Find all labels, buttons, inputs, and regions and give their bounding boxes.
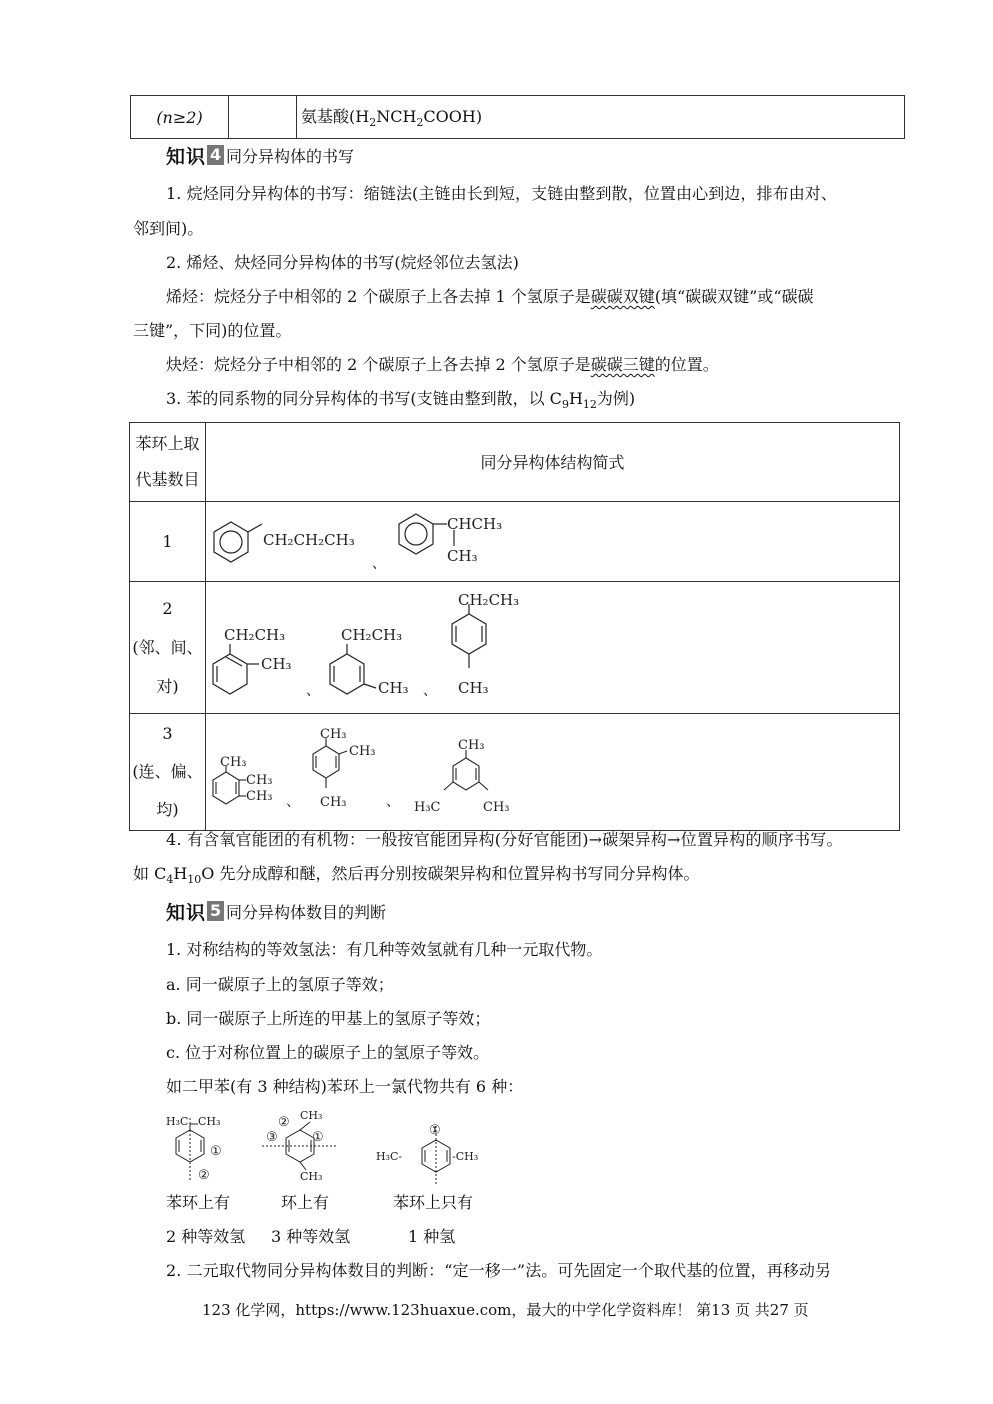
top-row-cell-2 xyxy=(229,96,297,139)
oxy-ch3: CH₃ xyxy=(198,1115,221,1128)
row-2-count: 2 (邻、间、 对) xyxy=(130,582,206,714)
answer-triple-bond: 碳碳三键 xyxy=(590,355,655,374)
mxy-ch3-top: CH₃ xyxy=(300,1109,323,1122)
meta-methyl: CH₃ xyxy=(378,679,409,697)
mxy-mark-3: ③ xyxy=(266,1130,278,1145)
unsym-trimethyl xyxy=(313,738,347,788)
para-6b: 如 $C_4H_{10}O$ 先分成醇和醚，然后再分别按碳架异构和位置异构书写同分异构体。 xyxy=(133,864,700,887)
meta-ethyl: CH₂CH₃ xyxy=(341,626,403,644)
sym-trimethyl xyxy=(444,750,488,790)
benzene-ring-isopropyl xyxy=(399,514,454,554)
section-5-title: 同分异构体数目的判断 xyxy=(226,902,387,922)
xylene-diagrams xyxy=(160,1104,520,1188)
para-qa: a. 同一碳原子上的氢原子等效； xyxy=(166,975,394,994)
caption-1b: 2 种等效氢 xyxy=(166,1227,246,1246)
vic-ch3-bot: CH₃ xyxy=(246,789,273,804)
para-4: 炔烃：烷烃分子中相邻的 2 个碳原子上各去掉 2 个氢原子是碳碳三键的位置。 xyxy=(166,355,719,374)
mxy-ch3-bot: CH₃ xyxy=(300,1170,323,1183)
top-row-cell-1: (n≥2) xyxy=(131,96,229,139)
row-3-structures xyxy=(206,714,900,831)
sym-h3c-left: H₃C xyxy=(414,800,441,815)
para-q1: 1. 对称结构的等效氢法：有几种等效氢就有几种一元取代物。 xyxy=(166,940,603,959)
ortho-structure xyxy=(213,644,259,694)
isopropyl-label: CHCH₃ xyxy=(447,515,503,533)
section-4-badge: 知识 xyxy=(166,145,207,168)
separator-3: 、 xyxy=(423,683,437,699)
caption-3a: 苯环上只有 xyxy=(393,1193,474,1212)
row-1-structures xyxy=(206,502,900,582)
separator-4: 、 xyxy=(286,794,300,810)
oxy-h3c: H₃C xyxy=(166,1115,189,1128)
isomer-table xyxy=(129,422,900,831)
para-3b: 三键”，下同)的位置。 xyxy=(133,321,292,340)
para-3a: 烯烃：烷烃分子中相邻的 2 个碳原子上各去掉 1 个氢原子是碳碳双键(填“碳碳双键”或“碳碳 xyxy=(166,287,814,306)
pxy-mark-1: ① xyxy=(429,1123,441,1138)
separator-2: 、 xyxy=(306,683,320,699)
unsym-ch3-top: CH₃ xyxy=(320,727,347,742)
section-5-heading xyxy=(166,898,386,924)
header-cell-formula: 同分异构体结构简式 xyxy=(206,423,900,502)
para-qd: 如二甲苯(有 3 种结构)苯环上一氯代物共有 6 种： xyxy=(166,1077,524,1096)
caption-1a: 苯环上有 xyxy=(166,1193,231,1212)
vicinal-trimethyl xyxy=(213,766,246,804)
row-2-structures xyxy=(206,582,900,714)
section-4-title: 同分异构体的书写 xyxy=(226,146,355,166)
para-q2: 2. 二元取代物同分异构体数目的判断：“定一移一”法。可先固定一个取代基的位置，再移动另 xyxy=(166,1261,832,1280)
top-table xyxy=(130,95,905,139)
separator-5: 、 xyxy=(386,794,400,810)
para-ethyl: CH₂CH₃ xyxy=(458,591,520,609)
para-qc: c. 位于对称位置上的碳原子上的氢原子等效。 xyxy=(166,1043,490,1062)
vic-ch3-top: CH₃ xyxy=(220,755,247,770)
propyl-label: CH₂CH₂CH₃ xyxy=(263,531,355,549)
row-3-svg xyxy=(206,714,899,830)
row-3-count: 3 (连、偏、 均) xyxy=(130,714,206,831)
pxy-ch3: -CH₃ xyxy=(452,1150,479,1163)
caption-3b: 1 种氢 xyxy=(408,1227,456,1246)
ortho-ethyl: CH₂CH₃ xyxy=(224,626,286,644)
para-1a: 1. 烷烃同分异构体的书写：缩链法(主链由长到短，支链由整到散，位置由心到边，排布由对、 xyxy=(166,184,837,203)
separator-1: 、 xyxy=(372,556,386,572)
top-row-cell-3: 氨基酸$(H_2NCH_2COOH)$ xyxy=(297,96,905,139)
sym-ch3-right: CH₃ xyxy=(483,800,510,815)
sym-ch3-top: CH₃ xyxy=(458,738,485,753)
caption-2b: 3 种等效氢 xyxy=(271,1227,351,1246)
answer-double-bond: 碳碳双键 xyxy=(590,287,655,306)
para-methyl: CH₃ xyxy=(458,679,489,697)
caption-2a: 环上有 xyxy=(281,1193,330,1212)
row-1-count: 1 xyxy=(130,502,206,582)
unsym-ch3-bot: CH₃ xyxy=(320,795,347,810)
mxy-mark-2: ② xyxy=(278,1115,290,1130)
row-2-svg xyxy=(206,582,899,713)
page-footer: 123 化学网，https://www.123huaxue.com，最大的中学化学资料库！ 第13 页 共27 页 xyxy=(202,1301,809,1319)
para-structure xyxy=(452,604,486,668)
row-1-svg xyxy=(206,502,899,581)
para-6a: 4. 有含氧官能团的有机物：一般按官能团异构(分好官能团)→碳架异构→位置异构的顺序书写。 xyxy=(166,830,843,849)
methyl-label: CH₃ xyxy=(447,547,478,565)
para-2: 2. 烯烃、炔烃同分异构体的书写(烷烃邻位去氢法) xyxy=(166,253,519,272)
meta-structure xyxy=(330,644,376,694)
unsym-ch3-right: CH₃ xyxy=(349,744,376,759)
oxy-mark-1: ① xyxy=(210,1144,222,1159)
ortho-methyl: CH₃ xyxy=(261,655,292,673)
section-4-number: 4 xyxy=(207,145,224,165)
benzene-ring-propyl xyxy=(214,522,262,562)
vic-ch3-mid: CH₃ xyxy=(246,773,273,788)
mxy-mark-1: ① xyxy=(312,1130,324,1145)
oxy-mark-2: ② xyxy=(198,1168,210,1183)
header-cell-count: 苯环上取 代基数目 xyxy=(130,423,206,502)
para-5: 3. 苯的同系物的同分异构体的书写(支链由整到散，以 $C_9H_{12}$为例) xyxy=(166,389,636,412)
pxy-h3c: H₃C- xyxy=(376,1150,403,1163)
para-qb: b. 同一碳原子上所连的甲基上的氢原子等效； xyxy=(166,1009,491,1028)
section-5-number: 5 xyxy=(207,901,224,921)
para-1b: 邻到间)。 xyxy=(133,219,204,238)
section-4-heading xyxy=(166,142,354,168)
section-5-badge: 知识 xyxy=(166,901,207,924)
